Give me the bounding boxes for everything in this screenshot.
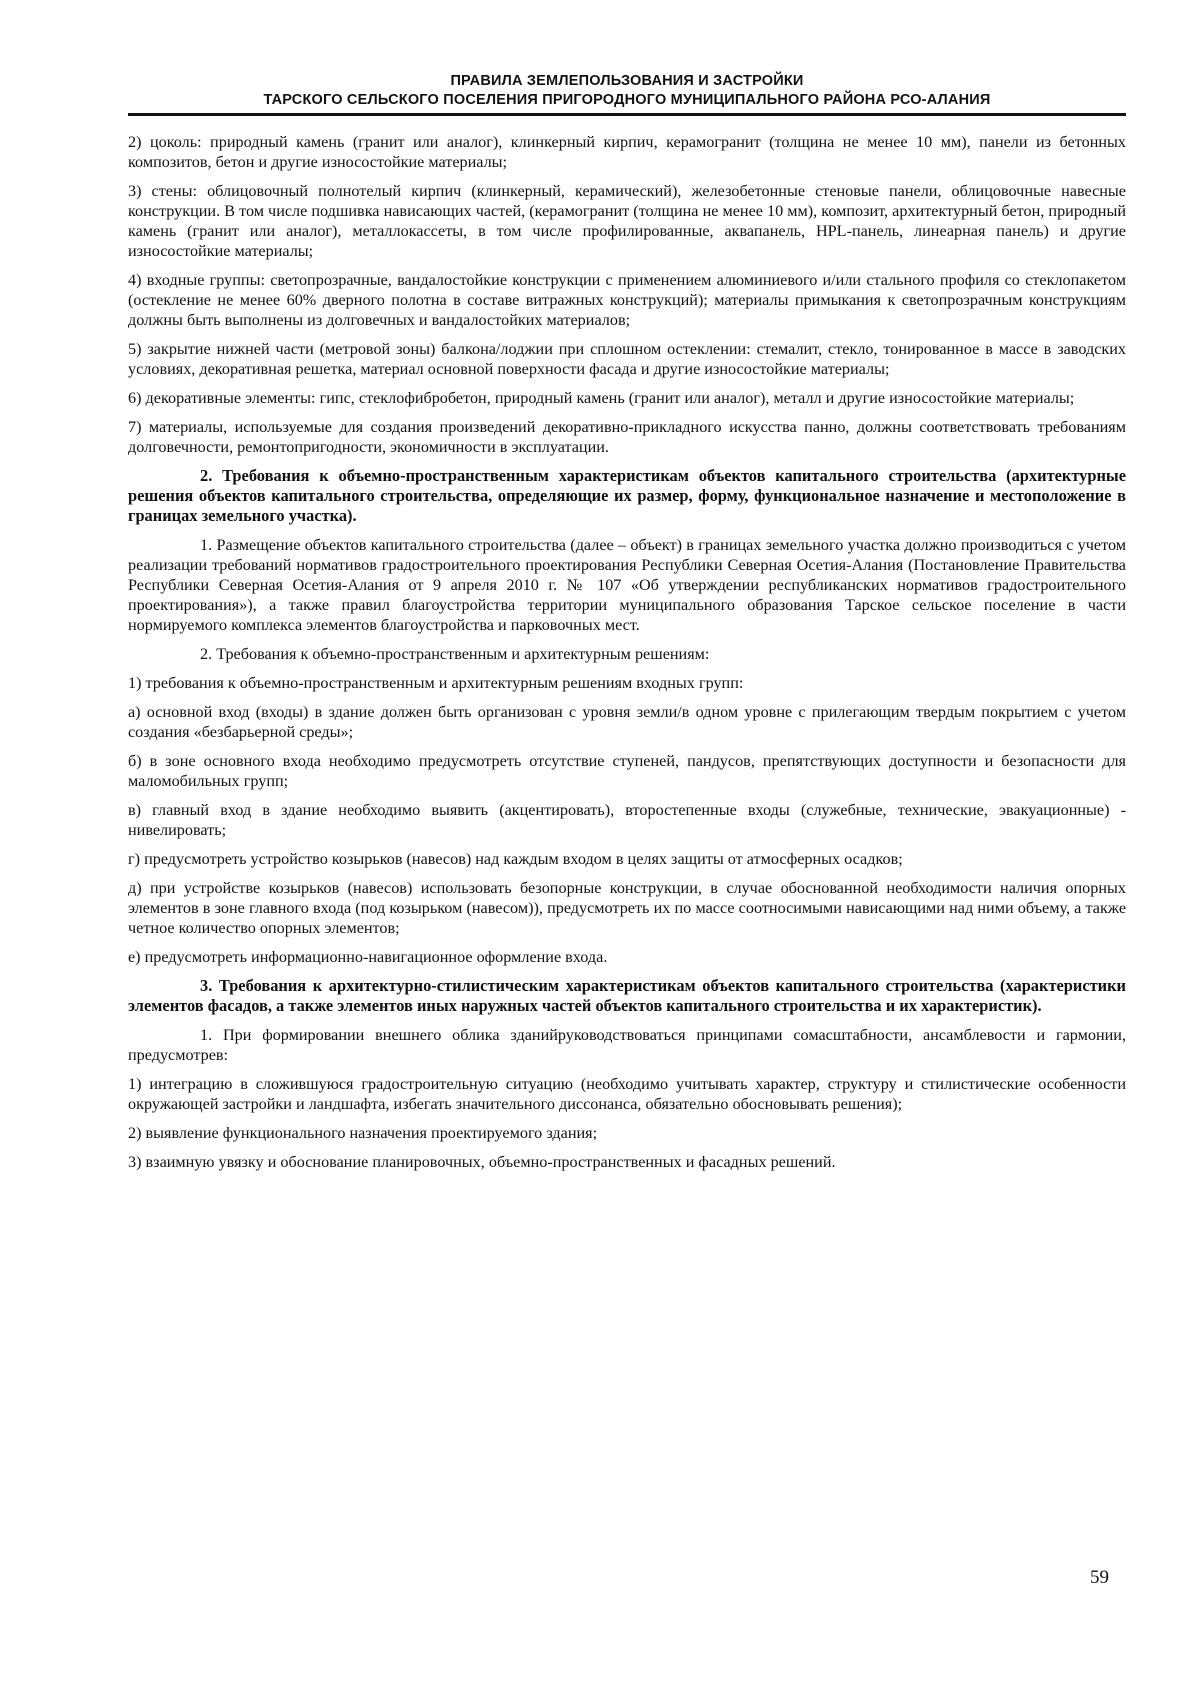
paragraph: е) предусмотреть информационно-навигационное оформление входа. [128, 948, 608, 966]
section-heading-3: 3. Требования к архитектурно-стилистическим характеристикам объектов капитального строительства (характеристики элементов фасадов, а также элементов иных наружных частей объектов капитального строительства и их характеристик). [128, 976, 1126, 1015]
paragraph: 1. При формировании внешнего облика зданийруководствоваться принципами сомасштабности, ансамблевости и гармонии, предусмотрев: [128, 1026, 1126, 1064]
paragraph: 1) требования к объемно-пространственным и архитектурным решениям входных групп: [128, 674, 744, 692]
paragraph: 1) интеграцию в сложившуюся градостроительную ситуацию (необходимо учитывать характер, структуру и стилистические особенности окружающей застройки и ландшафта, избегать значительного диссонанса, обязательно обосновывать решения); [128, 1075, 1126, 1113]
document-page [128, 72, 1126, 1181]
paragraph: 2) выявление функционального назначения проектируемого здания; [128, 1124, 598, 1142]
paragraph: 1. Размещение объектов капитального строительства (далее – объект) в границах земельного участка должно производиться с учетом реализации требований нормативов градостроительного проектирования Республики Северная Осетия-Алания (Постановление Правительства Республики Северная Осетия-Алания от 9 апреля 2010 г. № 107 «Об утверждении республиканских нормативов градостроительного проектирования»), а также правил благоустройства территории муниципального образования Тарское сельское поселение в части нормируемого комплекса элементов благоустройства и парковочных мест. [128, 536, 1126, 634]
paragraph: а) основной вход (входы) в здание должен быть организован с уровня земли/в одном уровне с прилегающим твердым покрытием с учетом создания «безбарьерной среды»; [128, 703, 1126, 741]
paragraph: 4) входные группы: светопрозрачные, вандалостойкие конструкции с применением алюминиевого и/или стального профиля со стеклопакетом (остекление не менее 60% дверного полотна в составе витражных конструкций); материалы примыкания к светопрозрачным конструкциям должны быть выполнены из долговечных и вандалостойких материалов; [128, 271, 1126, 329]
section-heading-2: 2. Требования к объемно-пространственным характеристикам объектов капитального строительства (архитектурные решения объектов капитального строительства, определяющие их размер, форму, функциональное назначение и местоположение в границах земельного участка). [128, 466, 1126, 525]
paragraph: 2) цоколь: природный камень (гранит или аналог), клинкерный кирпич, керамогранит (толщина не менее 10 мм), панели из бетонных композитов, бетон и другие износостойкие материалы; [128, 133, 1126, 171]
paragraph: б) в зоне основного входа необходимо предусмотреть отсутствие ступеней, пандусов, препятствующих доступности и безопасности для маломобильных групп; [128, 752, 1126, 790]
paragraph: 6) декоративные элементы: гипс, стеклофибробетон, природный камень (гранит или аналог), металл и другие износостойкие материалы; [128, 389, 1075, 407]
paragraph: 3) взаимную увязку и обоснование планировочных, объемно-пространственных и фасадных решений. [128, 1153, 836, 1171]
paragraph: в) главный вход в здание необходимо выявить (акцентировать), второстепенные входы (служебные, технические, эвакуационные) - нивелировать; [128, 801, 1126, 839]
header-title-line-2: ТАРСКОГО СЕЛЬСКОГО ПОСЕЛЕНИЯ ПРИГОРОДНОГО МУНИЦИПАЛЬНОГО РАЙОНА РСО-АЛАНИЯ [263, 92, 991, 108]
paragraph: д) при устройстве козырьков (навесов) использовать безопорные конструкции, в случае обоснованной необходимости наличия опорных элементов в зоне главного входа (под козырьком (навесом)), предусмотреть их по массе соотносимыми нависающими над ними объему, а также четное количество опорных элементов; [128, 879, 1126, 937]
paragraph: 2. Требования к объемно-пространственным и архитектурным решениям: [200, 645, 710, 663]
header-title-line-1: ПРАВИЛА ЗЕМЛЕПОЛЬЗОВАНИЯ И ЗАСТРОЙКИ [450, 73, 804, 89]
page-header [128, 72, 1126, 116]
paragraph: 5) закрытие нижней части (метровой зоны) балкона/лоджии при сплошном остеклении: стемалит, стекло, тонированное в массе в заводских условиях, декоративная решетка, материал основной поверхности фасада и другие износостойкие материалы; [128, 340, 1126, 378]
paragraph: 3) стены: облицовочный полнотелый кирпич (клинкерный, керамический), железобетонные стеновые панели, облицовочные навесные конструкции. В том числе подшивка нависающих частей, (керамогранит (толщина не менее 10 мм), композит, архитектурный бетон, природный камень (гранит или аналог), металлокассеты, в том числе профилированные, аквапанель, HPL-панель, линеарная панель) и другие износостойкие материалы; [128, 182, 1126, 260]
page-number: 59 [1090, 1567, 1109, 1588]
paragraph: г) предусмотреть устройство козырьков (навесов) над каждым входом в целях защиты от атмосферных осадков; [128, 850, 903, 868]
paragraph: 7) материалы, используемые для создания произведений декоративно-прикладного искусства панно, должны соответствовать требованиям долговечности, ремонтопригодности, экономичности в эксплуатации. [128, 418, 1126, 456]
